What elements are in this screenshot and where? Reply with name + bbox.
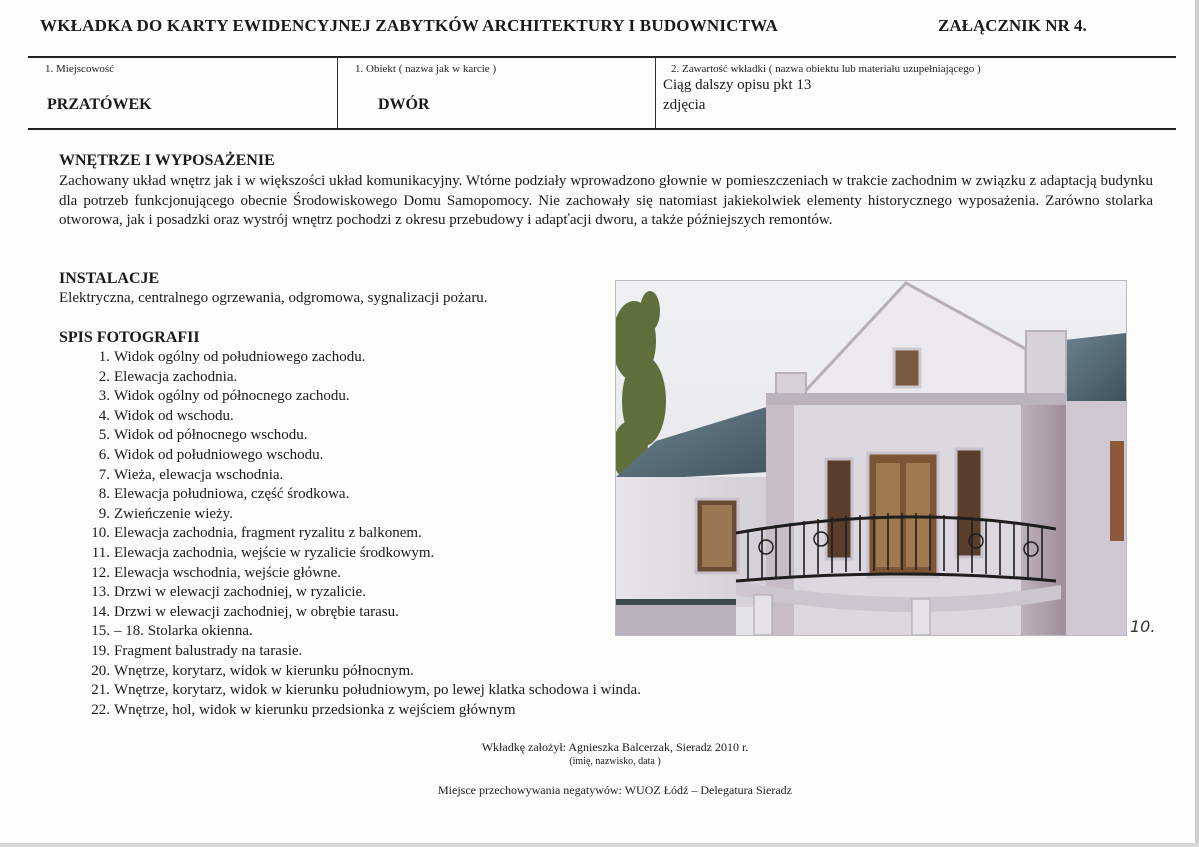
- page-edge-right: [1195, 0, 1199, 847]
- list-item-text: Widok ogólny od południowego zachodu.: [114, 349, 366, 365]
- list-item: [78, 348, 641, 368]
- list-item-text: – 18. Stolarka okienna.: [114, 623, 253, 640]
- list-item-text: Widok od południowego wschodu.: [114, 446, 324, 463]
- list-item: [78, 642, 641, 662]
- list-item: [78, 681, 641, 701]
- list-item: [78, 446, 641, 466]
- table-divider-2: [655, 58, 656, 128]
- list-item-text: Wnętrze, hol, widok w kierunku przedsionka z wejściem głównym: [114, 701, 516, 718]
- list-item-number: 19.: [91, 642, 110, 659]
- interior-heading: WNĘTRZE I WYPOSAŻENIE: [59, 152, 275, 169]
- list-item: [78, 662, 641, 682]
- photos-heading: SPIS FOTOGRAFII: [59, 329, 200, 346]
- list-item-text: Widok ogólny od północnego zachodu.: [114, 388, 350, 405]
- table-divider-1: [337, 58, 338, 128]
- list-item-number: 6.: [98, 446, 110, 463]
- list-item-text: Fragment balustrady na tarasie.: [114, 642, 303, 659]
- interior-text: Zachowany układ wnętrz jak i w większości układ komunikacyjny. Wtórne podziały wprowadzono głownie w pomieszczeniach w trakcie zachodnim w związku z adaptacją budynku dla potrzeb funkcjonującego obecnie Środowiskowego Domu Samopomocy. Nie zachowały się natomiast jakiekolwiek elementy historycznego wyposażenia. Zarówno stolarka otworowa, jak i posadzki oraz wystrój wnętrz pochodzi z okresu przebudowy i adapťacji dworu, a także późniejszych remontów.: [59, 173, 1153, 228]
- list-item-text: Wnętrze, korytarz, widok w kierunku południowym, po lewej klatka schodowa i winda.: [114, 682, 641, 699]
- locality-label: 1. Miejscowość: [45, 63, 115, 75]
- document-title: WKŁADKA DO KARTY EWIDENCYJNEJ ZABYTKÓW ARCHITEKTURY I BUDOWNICTWA: [40, 16, 779, 35]
- list-item: [78, 564, 641, 584]
- list-item-text: Drzwi w elewacji zachodniej, w ryzalicie.: [114, 584, 366, 601]
- list-item-number: 2.: [98, 368, 110, 385]
- list-item-number: 20.: [91, 662, 110, 679]
- list-item: [78, 622, 641, 642]
- list-item-text: Elewacja zachodnia, wejście w ryzalicie środkowym.: [114, 544, 435, 561]
- list-item-number: 15.: [91, 623, 110, 640]
- list-item-text: Elewacja zachodnia, fragment ryzalitu z balkonem.: [114, 525, 422, 542]
- list-item-number: 8.: [98, 486, 110, 503]
- list-item-text: Wieża, elewacja wschodnia.: [114, 466, 284, 483]
- list-item-number: 12.: [91, 564, 110, 581]
- list-item-number: 10.: [91, 525, 110, 542]
- manor-photo: [615, 280, 1127, 636]
- list-item: [78, 544, 641, 564]
- list-item: [78, 583, 641, 603]
- list-item: [78, 466, 641, 486]
- list-item-number: 1.: [98, 349, 110, 365]
- locality-value: PRZATÓWEK: [47, 96, 152, 113]
- list-item: [78, 368, 641, 388]
- list-item-text: Widok od wschodu.: [114, 407, 234, 424]
- list-item-number: 11.: [91, 544, 110, 561]
- list-item: [78, 485, 641, 505]
- contents-line-1: Ciąg dalszy opisu pkt 13: [663, 77, 812, 93]
- negatives-storage: Miejsce przechowywania negatywów: WUOZ Łódź – Delegatura Sieradz: [438, 783, 792, 797]
- list-item: [78, 524, 641, 544]
- installations-heading: INSTALACJE: [59, 270, 160, 287]
- table-bottom-rule: [28, 128, 1176, 130]
- photo-list: [78, 348, 641, 720]
- list-item-text: Elewacja zachodnia.: [114, 368, 238, 385]
- author-line: Wkładkę założył: Agnieszka Balcerzak, Sieradz 2010 r.: [481, 740, 749, 754]
- handwritten-photo-number: 10.: [1130, 617, 1156, 636]
- list-item-text: Widok od północnego wschodu.: [114, 427, 308, 444]
- list-item-text: Wnętrze, korytarz, widok w kierunku północnym.: [114, 662, 414, 679]
- contents-line-2: zdjęcia: [663, 97, 706, 113]
- list-item-number: 4.: [98, 407, 110, 424]
- list-item: [78, 426, 641, 446]
- list-item-number: 22.: [91, 701, 110, 718]
- annex-number: ZAŁĄCZNIK NR 4.: [938, 16, 1087, 35]
- contents-label: 2. Zawartość wkładki ( nazwa obiektu lub materiału uzupełniającego ): [671, 63, 981, 75]
- manor-photo-drawing: [616, 281, 1126, 635]
- list-item-number: 5.: [98, 427, 110, 444]
- list-item: [78, 387, 641, 407]
- installations-text: Elektryczna, centralnego ogrzewania, odgromowa, sygnalizacji pożaru.: [59, 290, 488, 306]
- list-item: [78, 603, 641, 623]
- list-item-number: 14.: [91, 603, 110, 620]
- list-item: [78, 505, 641, 525]
- list-item-number: 7.: [98, 466, 110, 483]
- object-value: DWÓR: [378, 96, 430, 113]
- page-edge-bottom: [0, 843, 1199, 847]
- list-item-text: Elewacja wschodnia, wejście główne.: [114, 564, 341, 581]
- table-top-rule: [28, 56, 1176, 58]
- author-hint: (imię, nazwisko, data ): [569, 756, 661, 767]
- list-item-text: Drzwi w elewacji zachodniej, w obrębie tarasu.: [114, 603, 399, 620]
- list-item-number: 3.: [98, 388, 110, 405]
- list-item-text: Elewacja południowa, część środkowa.: [114, 486, 350, 503]
- list-item-number: 13.: [91, 584, 110, 601]
- list-item-number: 9.: [98, 505, 110, 522]
- object-label: 1. Obiekt ( nazwa jak w karcie ): [355, 63, 497, 75]
- list-item-text: Zwieńczenie wieży.: [114, 505, 233, 522]
- list-item-number: 21.: [91, 682, 110, 699]
- list-item: [78, 407, 641, 427]
- list-item: [78, 701, 641, 721]
